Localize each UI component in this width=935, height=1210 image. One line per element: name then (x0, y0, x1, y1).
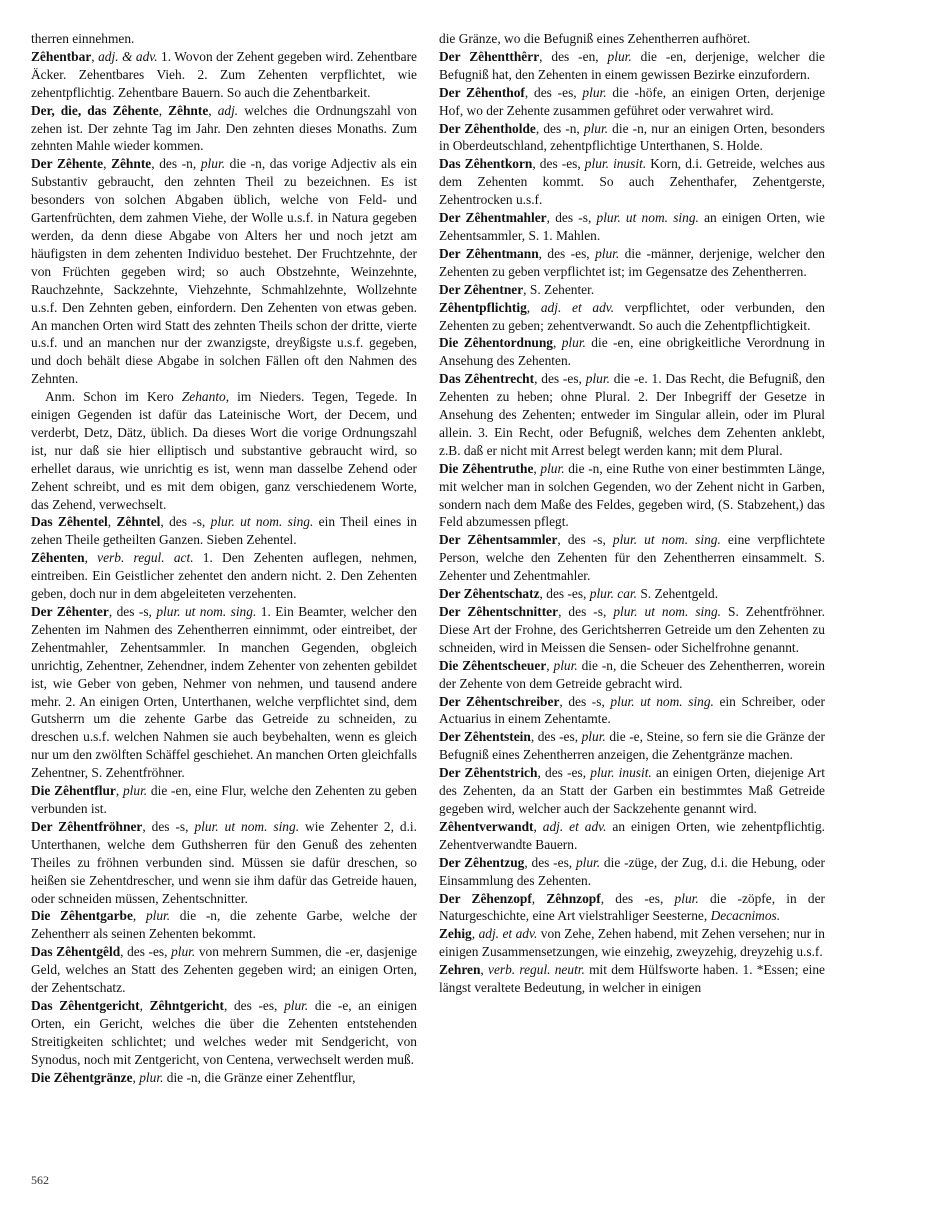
dictionary-entry: Zêhentverwandt, adj. et adv. an einigen Orten, wie zehentpflichtig. Zehentverwandte Bauern. (439, 818, 825, 852)
dictionary-entry: Der Zêhentstrich, des -es, plur. inusit. an einigen Orten, diejenige Art des Zehenten, da an Statt der Garben ein bestimmtes Maß Getreide gegeben wird, welcher auch der Sackzehente genannt wird. (439, 765, 825, 816)
dictionary-entry: therren einnehmen. (31, 31, 135, 46)
dictionary-entry: Das Zêhentgêld, des -es, plur. von mehrern Summen, die -er, dasjenige Geld, welches an Statt des Zehenten gegeben wird; an einigen Orten, der Zehentschatz. (31, 944, 418, 996)
dictionary-entry: Der Zêhentschnitter, des -s, plur. ut nom. sing. S. Zehentfröhner. Diese Art der Frohne, des Gerichtsherren Getreide um den Zehenten zu schneiden, wird in Meissen die Sensen- oder Sichelfrohne genannt. (439, 604, 825, 655)
dictionary-entry: Das Zêhentkorn, des -es, plur. inusit. Korn, d.i. Getreide, welches aus dem Zehenten kommt. So auch Zehenthafer, Zehentgerste, Zehentrocken u.s.f. (439, 156, 826, 208)
dictionary-entry: Das Zêhentgericht, Zêhntgericht, des -es, plur. die -e, an einigen Orten, ein Gericht, welches die über die Zehenten entstehenden Streitigkeiten schlichtet; und welches weder mit Sendgericht, von Synodus, noch mit Zentgericht, von Centena, verwechselt werden muß. (31, 997, 418, 1067)
page-number: 562 (31, 1173, 49, 1187)
dictionary-entry: Der Zêhentfröhner, des -s, plur. ut nom. sing. wie Zehenter 2, d.i. Unterthanen, welche dem Guthsherren für den Genuß des zehenten Theiles zu fröhnen verbunden sind. Müssen sie dafür dreschen, so heißen sie Zehentdrescher, und wenn sie ihm dafür das Getreide hauen, oder schneiden müssen, Zehentschnitter. (31, 818, 417, 906)
dictionary-entry: Der Zêhenthof, des -es, plur. die -höfe, an einigen Orten, derjenige Hof, wo der Zehente zusammen geführet oder verwahret wird. (439, 84, 826, 118)
dictionary-entry: Zêhentpflichtig, adj. et adv. verpflichtet, oder verbunden, den Zehenten zu geben; zehentverwandt. So auch die Zehentpflichtigkeit. (439, 299, 825, 333)
dictionary-entry: Der Zêhentmahler, des -s, plur. ut nom. sing. an einigen Orten, wie Zehentsammler, S. 1. Mahlen. (439, 210, 825, 243)
dictionary-entry: Der Zêhentthêrr, des -en, plur. die -en, derjenige, welcher die Befugniß hat, den Zehenten in einem gewissen Bezirke einzufordern. (439, 48, 825, 82)
dictionary-entry: Die Zêhentscheuer, plur. die -n, die Scheuer des Zehentherren, worein der Zehente von dem Getreide gebracht wird. (439, 657, 825, 691)
left-column (31, 30, 417, 1086)
dictionary-entry: Zehig, adj. et adv. von Zehe, Zehen habend, mit Zehen versehen; nur in einigen Zusammensetzungen, wie einzehig, zweyzehig, dreyzehig u.s.f. (439, 926, 825, 960)
dictionary-entry: Der Zêhentzug, des -es, plur. die -züge, der Zug, d.i. die Hebung, oder Einsammlung des Zehenten. (439, 854, 825, 888)
dictionary-entry: Die Zêhentruthe, plur. die -n, eine Ruthe von einer bestimmten Länge, mit welcher man in solchen Gegenden, wo der Zehent nicht in Garben, sondern nach dem Maße des Feldes, gegeben wird, (S. Stabzehent,) das Feld abzumessen pflegt. (439, 460, 825, 530)
dictionary-entry: Der Zêhenzopf, Zêhnzopf, des -es, plur. die -zöpfe, in der Naturgeschichte, eine Art vielstrahliger Seesterne, Decacnimos. (439, 890, 826, 924)
dictionary-entry: Zêhenten, verb. regul. act. 1. Den Zehenten auflegen, nehmen, eintreiben. Ein Geistlicher zehentet den andern nicht. 2. Den Zehenten geben, doch nur in dem abgeleiteten verzehenten. (31, 550, 417, 602)
dictionary-entry: die Gränze, wo die Befugniß eines Zehentherren aufhöret. (439, 31, 751, 46)
dictionary-entry: Der Zêhentholde, des -n, plur. die -n, nur an einigen Orten, besonders in Oberdeutschland, zehentpflichtige Unterthanen, S. Holde. (439, 120, 825, 154)
dictionary-entry: Die Zêhentgränze, plur. die -n, die Gränze einer Zehentflur, (31, 1069, 356, 1085)
dictionary-entry: Die Zêhentordnung, plur. die -en, eine obrigkeitliche Verordnung in Ansehung des Zehenten. (439, 335, 825, 369)
dictionary-entry: Das Zêhentrecht, des -es, plur. die -e. 1. Das Recht, die Befugniß, den Zehenten zu heben; ohne Plural. 2. Der Inbegriff der Gesetze in Ansehung des Zehenten; entweder im Singular allein, oder im Plural allein. 3. Ein Recht, oder Befugniß, welches dem Zehenten anklebt, z.B. daß er nicht mit Arrest belegt werden kann; mit dem Plural. (439, 371, 826, 458)
dictionary-entry: Der Zêhentsammler, des -s, plur. ut nom. sing. eine verpflichtete Person, welche den Zehenten für den Zehentherren einsammelt. S. Zehenter und Zehentmahler. (439, 532, 825, 584)
dictionary-entry: Der, die, das Zêhente, Zêhnte, adj. welches die Ordnungszahl von zehen ist. Der zehnte Tag im Jahr. Den zehnten dieses Monaths. Zum zehnten Mahle wieder kommen. (31, 102, 417, 154)
dictionary-entry: Anm. Schon im Kero Zehanto, im Nieders. Tegen, Tegede. In einigen Gegenden ist dafür das Lateinische Wort, der Decem, und verderbt, Detz, Dätz, üblich. Da dieses Wort die vorige Ordnungszahl ist, nur daß sie hier elliptisch und substantive gebraucht wird, so erhellet daraus, wie unrichtig es ist, wenn man dasselbe Zehend oder Zehent schreibt, und es mit dem obigen, ganz verschiedenem Worte, das Zehend, verwechselt. (31, 389, 417, 512)
dictionary-entry: Der Zêhentmann, des -es, plur. die -männer, derjenige, welcher den Zehenten zu geben verpflichtet ist; im Gegensatze des Zehentherren. (439, 245, 825, 279)
dictionary-entry: Zehren, verb. regul. neutr. mit dem Hülfsworte haben. 1. *Essen; eine längst veraltete Bedeutung, in welcher in einigen (439, 962, 825, 996)
right-column (439, 30, 825, 997)
dictionary-entry: Der Zêhente, Zêhnte, des -n, plur. die -n, das vorige Adjectiv als ein Substantiv gebraucht, den zehnten Theil zu bezeichnen. Es ist besonders von solchen Abgaben üblich, welche von Feld- und Gartenfrüchten, dem zahmen Viehe, der Wolle u.s.f. in Natura gegeben werden, da denn diese Abgabe von Alters her und noch jetzt am häufigsten in dem zehenten Individuo bestehet. Der Fruchtzehnte, der von Früchten gegeben wird; so auch Obstzehnte, Weinzehnte, Rauchzehnte, Sackzehnte, Viehzehnte, Schmahlzehnte, Wollzehnte u.s.f. Den Zehnten geben, einfordern. Den Zehenten von etwas geben. An manchen Orten wird Statt des zehnten Theils schon der dritte, vierte u.s.f. und an manchen nur der zwanzigste, dreyßigste u.s.f. gegeben, und doch behält diese Abgabe in solchen Fällen oft den Nahmen des Zehnten. (31, 156, 417, 387)
dictionary-entry: Der Zêhentstein, des -es, plur. die -e, Steine, so fern sie die Gränze der Befugniß eines Zehentherren anzeigen, die Zehentgränze machen. (439, 729, 825, 763)
dictionary-entry: Die Zêhentgarbe, plur. die -n, die zehente Garbe, welche der Zehentherr als seinen Zehenten bekommt. (31, 908, 417, 942)
dictionary-entry: Der Zêhentschatz, des -es, plur. car. S. Zehentgeld. (439, 586, 719, 602)
dictionary-entry: Der Zêhentner, S. Zehenter. (439, 281, 595, 297)
dictionary-entry: Die Zêhentflur, plur. die -en, eine Flur, welche den Zehenten zu geben verbunden ist. (31, 783, 417, 816)
dictionary-entry: Der Zêhentschreiber, des -s, plur. ut nom. sing. ein Schreiber, oder Actuarius in einem Zehentamte. (439, 693, 825, 727)
dictionary-entry: Das Zêhentel, Zêhntel, des -s, plur. ut nom. sing. ein Theil eines in zehen Theile getheilten Ganzen. Sieben Zehentel. (31, 514, 417, 548)
dictionary-entry: Zêhentbar, adj. & adv. 1. Wovon der Zehent gegeben wird. Zehentbare Äcker. Zehentbares Vieh. 2. Zum Zehenten verpflichtet, wie zehentpflichtig. Zehentbare Bauern. So auch die Zehentbarkeit. (31, 48, 417, 100)
dictionary-entry: Der Zêhenter, des -s, plur. ut nom. sing. 1. Ein Beamter, welcher den Zehenten im Nahmen des Zehentherren einnimmt, oder eintreibet, der Zehentmahler, Zehentsammler. In manchen Gegenden, obgleich unrichtig, Zehentner, Zehendner, indem Zehenter von zehenten gebildet ist, wie Geber von geben, Nehmer von nehmen, und tausend andere mehr. 2. An einigen Orten, Unterthanen, welche verpflichtet sind, dem Gutsherrn um die zehente Garbe das Getreide zu schneiden, zu dreschen u.s.f. welchen Nahmen sie auch beybehalten, wenn es gleich nur um den zwölften Schäffel geschiehet. An manchen Orten gleichfalls Zehentner, S. Zehentfröhner. (31, 604, 417, 781)
